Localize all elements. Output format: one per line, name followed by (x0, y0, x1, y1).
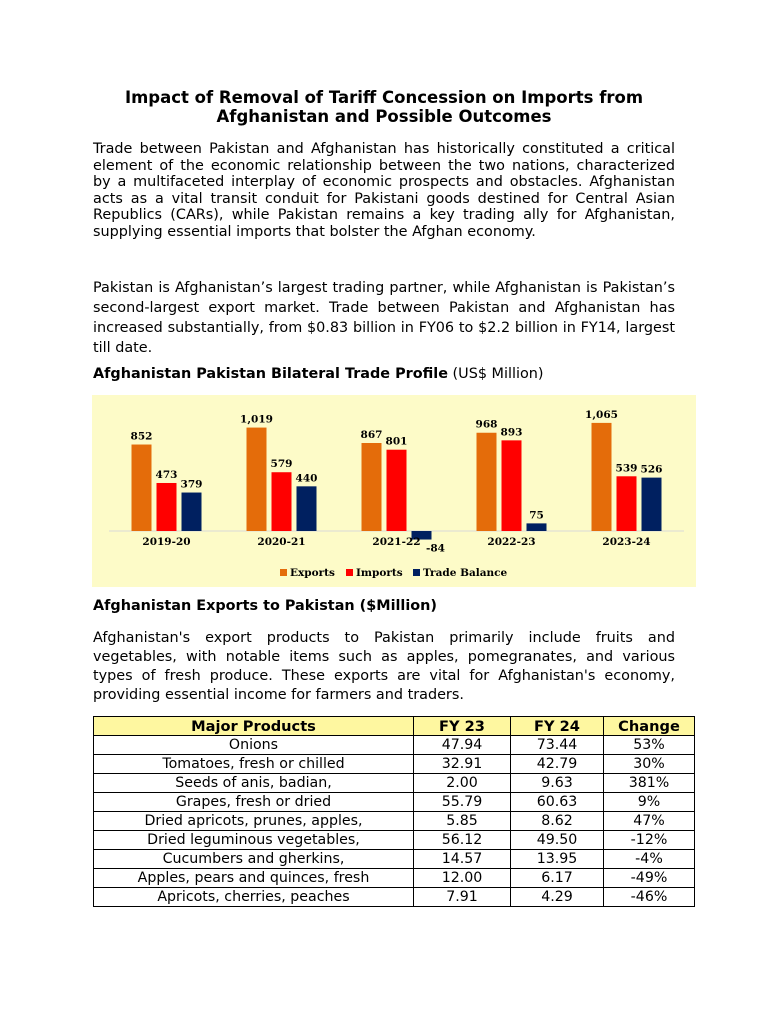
cell-fy23: 7.91 (414, 888, 511, 907)
cell-change: 9% (604, 793, 695, 812)
data-label: 75 (529, 509, 544, 522)
cell-change: -49% (604, 869, 695, 888)
data-label: -84 (426, 542, 445, 555)
header-fy24: FY 24 (511, 717, 604, 736)
cell-change: 381% (604, 774, 695, 793)
cell-fy23: 14.57 (414, 850, 511, 869)
cell-product: Dried apricots, prunes, apples, (94, 812, 414, 831)
cell-fy24: 8.62 (511, 812, 604, 831)
cell-change: 30% (604, 755, 695, 774)
cell-product: Seeds of anis, badian, (94, 774, 414, 793)
trade-profile-chart (92, 395, 696, 587)
table-row (94, 793, 695, 812)
table-row (94, 888, 695, 907)
table-row (94, 774, 695, 793)
trade-chart-svg (92, 395, 696, 587)
data-label: 1,065 (585, 408, 618, 421)
table-heading-text: Afghanistan Exports to Pakistan ($Million) (93, 598, 438, 614)
bar-exports (132, 445, 152, 531)
bar-trade-balance (297, 486, 317, 531)
legend-label: Exports (290, 567, 335, 579)
data-label: 579 (270, 458, 293, 471)
chart-heading-title: Afghanistan Pakistan Bilateral Trade Profile (93, 366, 448, 382)
intro-paragraph: Trade between Pakistan and Afghanistan has historically constituted a critical element of the economic relationship between the two nations, characterized by a multifaceted interplay of economic prospects and obstacles. Afghanistan acts as a vital transit conduit for Pakistani goods destined for Central Asian Republics (CARs), while Pakistan remains a key trading ally for Afghanistan, supplying essential imports that bolster the Afghan economy. (93, 141, 675, 240)
bar-imports (617, 476, 637, 531)
cell-product: Apples, pears and quinces, fresh (94, 869, 414, 888)
legend-label: Imports (356, 567, 403, 579)
cell-change: -46% (604, 888, 695, 907)
data-label: 867 (360, 428, 383, 441)
cell-product: Cucumbers and gherkins, (94, 850, 414, 869)
cell-change: 47% (604, 812, 695, 831)
header-change: Change (604, 717, 695, 736)
x-tick-label: 2019-20 (142, 536, 191, 548)
bar-imports (157, 483, 177, 531)
data-label: 440 (295, 472, 318, 485)
exports-paragraph: Afghanistan's export products to Pakistan primarily include fruits and vegetables, with notable items such as apples, pomegranates, and various types of fresh produce. These exports are vital for Afghanistan's economy, providing essential income for farmers and traders. (93, 630, 675, 703)
cell-fy23: 12.00 (414, 869, 511, 888)
exports-table (93, 716, 695, 907)
data-label: 379 (180, 478, 203, 491)
bar-exports (247, 428, 267, 531)
legend-swatch-trade-balance (413, 569, 420, 576)
bar-imports (272, 472, 292, 531)
x-tick-label: 2022-23 (487, 536, 536, 548)
data-label: 801 (385, 435, 408, 448)
cell-product: Dried leguminous vegetables, (94, 831, 414, 850)
table-row (94, 869, 695, 888)
cell-fy24: 4.29 (511, 888, 604, 907)
bar-imports (387, 450, 407, 531)
cell-fy24: 60.63 (511, 793, 604, 812)
legend-label: Trade Balance (423, 567, 508, 579)
x-tick-label: 2021-22 (372, 536, 421, 548)
legend-swatch-imports (346, 569, 353, 576)
table-header-row (94, 717, 695, 736)
data-label: 852 (130, 430, 153, 443)
data-label: 1,019 (240, 413, 273, 426)
legend-swatch-exports (280, 569, 287, 576)
table-row (94, 812, 695, 831)
cell-change: -4% (604, 850, 695, 869)
cell-fy23: 2.00 (414, 774, 511, 793)
data-label: 893 (500, 426, 523, 439)
cell-fy23: 32.91 (414, 755, 511, 774)
table-row (94, 850, 695, 869)
trade-partner-paragraph: Pakistan is Afghanistan’s largest trading partner, while Afghanistan is Pakistan’s second-largest export market. Trade between Pakistan and Afghanistan has increased substantially, from $0.83 billion in FY06 to $2.2 billion in FY14, largest till date. (93, 280, 675, 356)
cell-fy24: 49.50 (511, 831, 604, 850)
data-label: 968 (475, 418, 498, 431)
x-tick-label: 2020-21 (257, 536, 306, 548)
cell-fy24: 9.63 (511, 774, 604, 793)
cell-product: Onions (94, 736, 414, 755)
chart-heading-unit: (US$ Million) (447, 366, 544, 382)
x-tick-label: 2023-24 (602, 536, 651, 548)
table-row (94, 831, 695, 850)
bar-exports (362, 443, 382, 531)
header-major-products: Major Products (94, 717, 414, 736)
table-heading (93, 598, 437, 614)
cell-product: Apricots, cherries, peaches (94, 888, 414, 907)
cell-fy23: 55.79 (414, 793, 511, 812)
table-row (94, 736, 695, 755)
bar-trade-balance (527, 523, 547, 531)
table-row (94, 755, 695, 774)
bar-trade-balance (642, 478, 662, 531)
cell-fy24: 73.44 (511, 736, 604, 755)
document-title: Impact of Removal of Tariff Concession on Imports from Afghanistan and Possible Outcomes (124, 88, 644, 126)
data-label: 539 (615, 462, 638, 475)
header-fy23: FY 23 (414, 717, 511, 736)
cell-change: 53% (604, 736, 695, 755)
cell-product: Grapes, fresh or dried (94, 793, 414, 812)
cell-fy23: 56.12 (414, 831, 511, 850)
bar-trade-balance (182, 493, 202, 531)
chart-heading (93, 366, 544, 382)
bar-exports (592, 423, 612, 531)
cell-fy24: 6.17 (511, 869, 604, 888)
cell-fy23: 47.94 (414, 736, 511, 755)
cell-change: -12% (604, 831, 695, 850)
cell-fy23: 5.85 (414, 812, 511, 831)
cell-fy24: 42.79 (511, 755, 604, 774)
cell-fy24: 13.95 (511, 850, 604, 869)
data-label: 526 (640, 463, 663, 476)
cell-product: Tomatoes, fresh or chilled (94, 755, 414, 774)
bar-exports (477, 433, 497, 531)
bar-imports (502, 440, 522, 531)
data-label: 473 (155, 468, 178, 481)
